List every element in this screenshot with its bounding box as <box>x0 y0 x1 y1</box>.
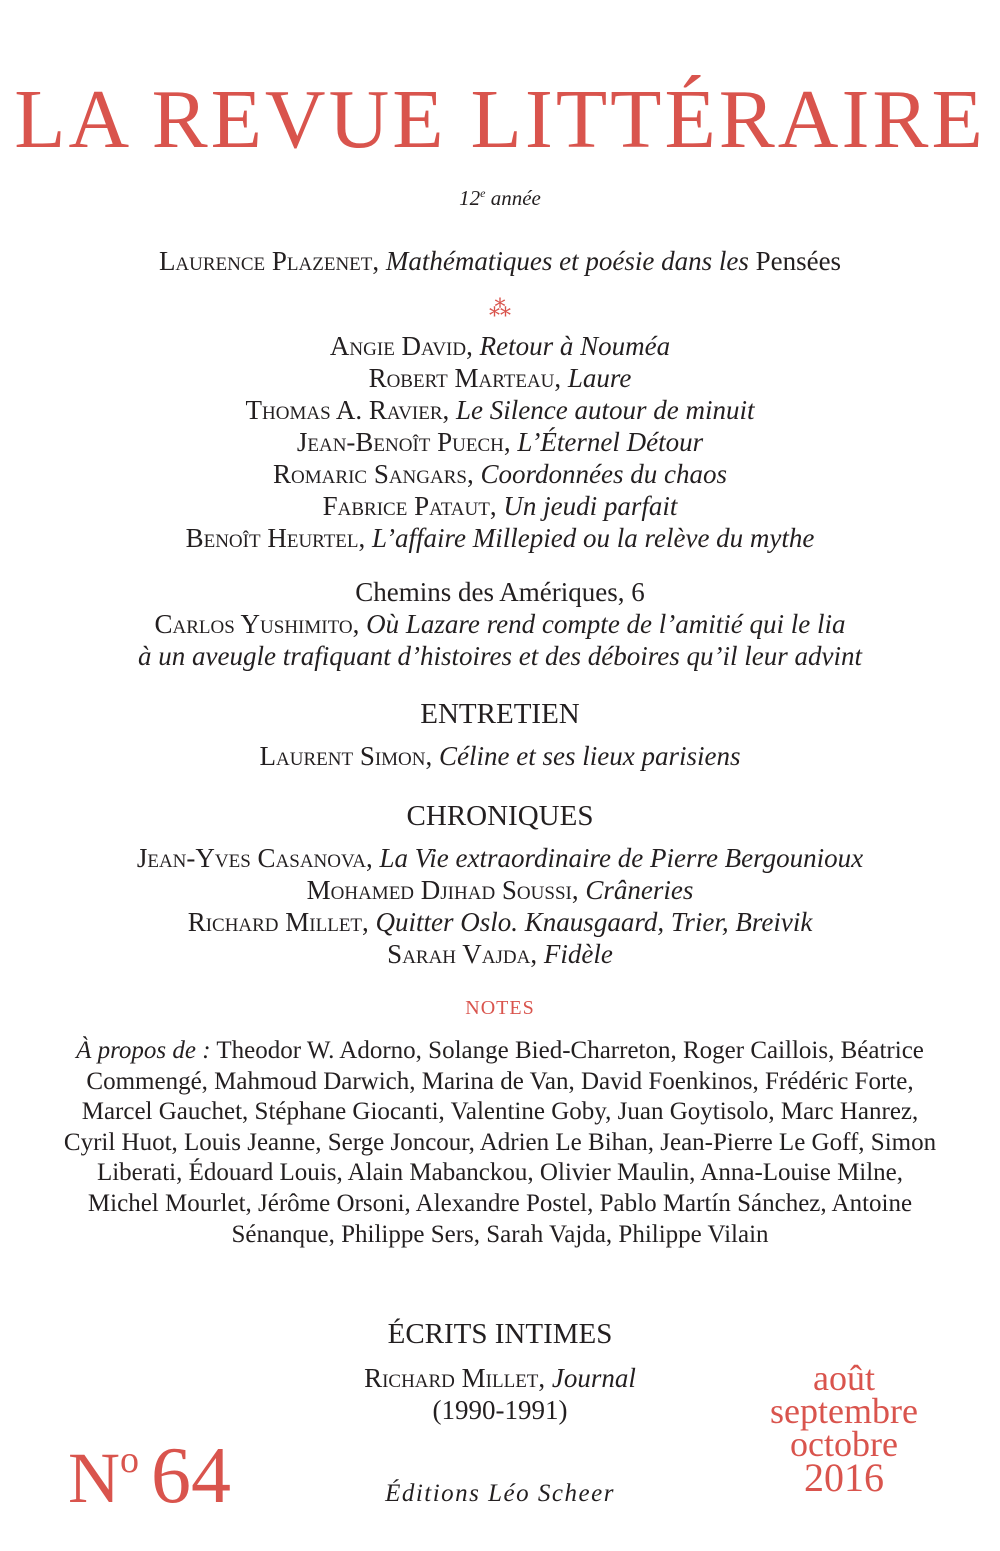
section-heading-chroniques: CHRONIQUES <box>406 800 594 832</box>
date-month-1: août <box>813 1358 875 1398</box>
year-number: 12 <box>459 186 481 210</box>
issue-prefix: N <box>68 1438 120 1518</box>
entry-author: Jean-Benoît Puech <box>296 427 504 457</box>
journal-title: LA REVUE LITTÉRAIRE <box>14 73 986 166</box>
entry-title: Crâneries <box>585 875 694 905</box>
section-heading-notes: NOTES <box>465 997 535 1019</box>
entry-author: Robert Marteau <box>368 363 555 393</box>
entry-author: Fabrice Pataut <box>322 491 490 521</box>
contents-entry: Jean-Benoît Puech, L’Éternel Détour <box>296 427 704 457</box>
entry-title: L’affaire Millepied ou la relève du mythe <box>372 523 815 553</box>
contents-list <box>0 330 1000 554</box>
entry-title: Fidèle <box>543 939 613 969</box>
contents-entry: Fabrice Pataut, Un jeudi parfait <box>322 491 678 521</box>
asterism-ornament: ⁂ <box>489 296 511 321</box>
entry-author: Richard Millet <box>187 907 363 937</box>
contents-entry: Benoît Heurtel, L’affaire Millepied ou la relève du mythe <box>185 523 815 553</box>
contents-entry: Angie David, Retour à Nouméa <box>329 331 671 361</box>
entry-title: La Vie extraordinaire de Pierre Bergounioux <box>379 843 864 873</box>
issue-value: 64 <box>151 1432 231 1520</box>
entry-title: Où Lazare rend compte de l’amitié qui le lia <box>366 609 846 639</box>
chronique-entry: Richard Millet, Quitter Oslo. Knausgaard, Trier, Breivik <box>187 907 813 937</box>
contents-entry: Robert Marteau, Laure <box>368 363 632 393</box>
americas-section <box>0 576 1000 672</box>
entry-author: Richard Millet <box>364 1363 539 1393</box>
issue-date <box>746 1358 942 1500</box>
entry-author: Benoît Heurtel <box>185 523 359 553</box>
contents-entry: Romaric Sangars, Coordonnées du chaos <box>273 459 727 489</box>
chronique-entry: Jean-Yves Casanova, La Vie extraordinaire de Pierre Bergounioux <box>136 843 864 873</box>
section-heading-entretien: ENTRETIEN <box>420 698 580 730</box>
entry-author: Angie David <box>329 331 467 361</box>
lead-title: Mathématiques et poésie dans les <box>385 246 756 276</box>
date-year: 2016 <box>804 1455 884 1500</box>
chroniques-list <box>0 842 1000 970</box>
lead-title-roman: Pensées <box>755 246 842 276</box>
entry-author: Carlos Yushimito <box>154 609 353 639</box>
entry-title: Céline et ses lieux parisiens <box>439 741 741 771</box>
date-month-3: octobre <box>790 1424 898 1464</box>
entry-author: Jean-Yves Casanova <box>136 843 366 873</box>
contents-entry: Thomas A. Ravier, Le Silence autour de minuit <box>245 395 755 425</box>
entry-author: Thomas A. Ravier <box>245 395 443 425</box>
entry-author: Mohamed Djihad Soussi <box>306 875 572 905</box>
chronique-entry: Mohamed Djihad Soussi, Crâneries <box>306 875 694 905</box>
section-heading-ecrits: ÉCRITS INTIMES <box>387 1318 613 1350</box>
entry-title: Coordonnées du chaos <box>480 459 727 489</box>
americas-entry: Carlos Yushimito, Où Lazare rend compte de l’amitié qui le lia <box>154 609 846 639</box>
issue-ordinal: o <box>120 1439 139 1481</box>
entry-title: Laure <box>567 363 632 393</box>
lead-article <box>0 246 1000 277</box>
ecrits-entry: Richard Millet, Journal (1990-1991) <box>0 1362 1000 1426</box>
year-ordinal: e <box>480 186 486 200</box>
entry-title: Le Silence autour de minuit <box>456 395 755 425</box>
entry-title: L’Éternel Détour <box>517 427 704 457</box>
entretien-entry: Laurent Simon, Céline et ses lieux parisiens <box>259 741 741 771</box>
entry-author: Sarah Vajda <box>387 939 531 969</box>
americas-heading: Chemins des Amériques, 6 <box>355 577 645 607</box>
entry-author: Laurent Simon <box>259 741 426 771</box>
volume-year <box>0 186 1000 211</box>
date-month-2: septembre <box>770 1391 918 1431</box>
lead-sep: , <box>372 246 386 276</box>
publisher-name: Éditions Léo Scheer <box>385 1480 615 1507</box>
notes-names: Theodor W. Adorno, Solange Bied-Charreton, Roger Caillois, Béatrice Commengé, Mahmoud Darwich, Marina de Van, David Foenkinos, Frédéric Forte, Marcel Gauchet, Stéphane Giocanti, Valentine Goby, Juan Goytisolo, Marc Hanrez, Cyril Huot, Louis Jeanne, Serge Joncour, Adrien Le Bihan, Jean-Pierre Le Goff, Simon Liberati, Édouard Louis, Alain Mabanckou, Olivier Maulin, Anna-Louise Milne, Michel Mourlet, Jérôme Orsoni, Alexandre Postel, Pablo Martín Sánchez, Antoine Sénanque, Philippe Sers, Sarah Vajda, Philippe Vilain <box>63 1037 937 1248</box>
entry-author: Romaric Sangars <box>273 459 467 489</box>
entry-title: Quitter Oslo. Knausgaard, Trier, Breivik <box>375 907 813 937</box>
entry-years: (1990-1991) <box>432 1395 568 1425</box>
entry-title-continued: à un aveugle trafiquant d’histoires et des déboires qu’il leur advint <box>138 641 862 671</box>
entry-title: Journal <box>551 1363 636 1393</box>
notes-paragraph <box>60 1036 940 1250</box>
year-label: année <box>490 186 541 210</box>
entry-title: Retour à Nouméa <box>479 331 671 361</box>
notes-lead: À propos de : <box>76 1037 211 1064</box>
entry-title: Un jeudi parfait <box>503 491 678 521</box>
chronique-entry: Sarah Vajda, Fidèle <box>387 939 613 969</box>
lead-author: Laurence Plazenet <box>158 246 373 276</box>
